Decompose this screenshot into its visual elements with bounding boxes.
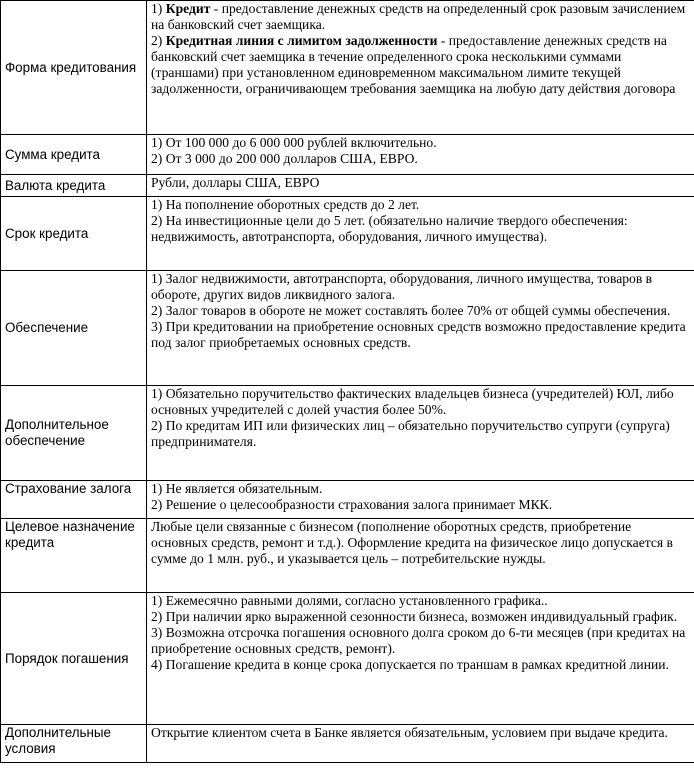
content-paragraph: 1) Кредит - предоставление денежных средств на определенный срок разовым зачислением на банковский счет заемщика. (151, 1, 686, 32)
row-content (147, 519, 694, 593)
row-label: Обеспечение (1, 271, 147, 386)
content-paragraph: 2) Кредитная линия с лимитом задолженности - предоставление денежных средств на банковский счет заемщика в течение определенного срока несколькими суммами (траншами) при установленном единовременном максимальном лимите текущей задолженности, ограничивающем требования заемщика на любую дату действия договора (151, 33, 676, 96)
row-content (147, 1, 694, 135)
row-label: Порядок погашения (1, 593, 147, 725)
table-row (1, 271, 694, 386)
content-paragraph: 3) Возможна отсрочка погашения основного долга сроком до 6-ти месяцев (при кредитах на приобретение основных средств, ремонт). (151, 625, 686, 656)
content-paragraph: 1) Ежемесячно равными долями, согласно установленного графика.. (151, 593, 548, 608)
table-row (1, 593, 694, 725)
table-row (1, 725, 694, 763)
content-paragraph: 1) Обязательно поручительство фактических владельцев бизнеса (учредителей) ЮЛ, либо основных учредителей с долей участия более 50%. (151, 386, 674, 417)
row-label: Срок кредита (1, 197, 147, 271)
table-row (1, 135, 694, 175)
content-paragraph: 2) Залог товаров в обороте не может составлять более 70% от общей суммы обеспечения. (151, 303, 671, 318)
table-row (1, 197, 694, 271)
loan-terms-body (1, 1, 694, 763)
content-paragraph: 2) От 3 000 до 200 000 долларов США, ЕВРО. (151, 151, 418, 166)
content-paragraph: Любые цели связанные с бизнесом (пополнение оборотных средств, приобретение основных средств, ремонт и т.д.). Оформление кредита на физическое лицо допускается в сумме до 1 млн. руб., и указывается цель – потребительские нужды. (151, 519, 673, 566)
content-paragraph: 4) Погашение кредита в конце срока допускается по траншам в рамках кредитной линии. (151, 657, 669, 672)
row-content (147, 386, 694, 481)
row-label: Форма кредитования (1, 1, 147, 135)
content-paragraph: 2) По кредитам ИП или физических лиц – обязательно поручительство супруги (супруга) предпринимателя. (151, 418, 670, 449)
row-content (147, 135, 694, 175)
content-paragraph: 1) Не является обязательным. (151, 481, 323, 496)
row-content (147, 271, 694, 386)
content-paragraph: 3) При кредитовании на приобретение основных средств возможно предоставление кредита под залог приобретаемых основных средств. (151, 319, 686, 350)
row-label: Целевое назначение кредита (1, 519, 147, 593)
content-paragraph: 2) Решение о целесообразности страхования залога принимает МКК. (151, 497, 553, 512)
content-paragraph: 1) На пополнение оборотных средств до 2 лет. (151, 197, 420, 212)
row-label: Дополнительное обеспечение (1, 386, 147, 481)
content-paragraph: Открытие клиентом счета в Банке является обязательным, условием при выдаче кредита. (151, 725, 668, 740)
row-label: Страхование залога (1, 481, 147, 519)
content-paragraph: 2) При наличии ярко выраженной сезонности бизнеса, возможен индивидуальный график. (151, 609, 678, 624)
content-paragraph: 1) Залог недвижимости, автотранспорта, оборудования, личного имущества, товаров в обороте, других видов ликвидного залога. (151, 271, 653, 302)
row-content (147, 593, 694, 725)
table-row (1, 481, 694, 519)
table-row (1, 175, 694, 197)
term-name: Кредитная линия с лимитом задолженности (165, 33, 438, 48)
row-content (147, 175, 694, 197)
table-row (1, 386, 694, 481)
row-content (147, 725, 694, 763)
table-row (1, 519, 694, 593)
row-content (147, 197, 694, 271)
content-paragraph: 1) От 100 000 до 6 000 000 рублей включительно. (151, 135, 437, 150)
row-content (147, 481, 694, 519)
content-paragraph: Рубли, доллары США, ЕВРО (151, 175, 320, 190)
content-paragraph: 2) На инвестиционные цели до 5 лет. (обязательно наличие твердого обеспечения: недвижимость, автотранспорта, оборудования, личного имущества). (151, 213, 628, 244)
term-name: Кредит (165, 1, 211, 16)
row-label: Дополнительные условия (1, 725, 147, 763)
row-label: Валюта кредита (1, 175, 147, 197)
table-row (1, 1, 694, 135)
row-label: Сумма кредита (1, 135, 147, 175)
